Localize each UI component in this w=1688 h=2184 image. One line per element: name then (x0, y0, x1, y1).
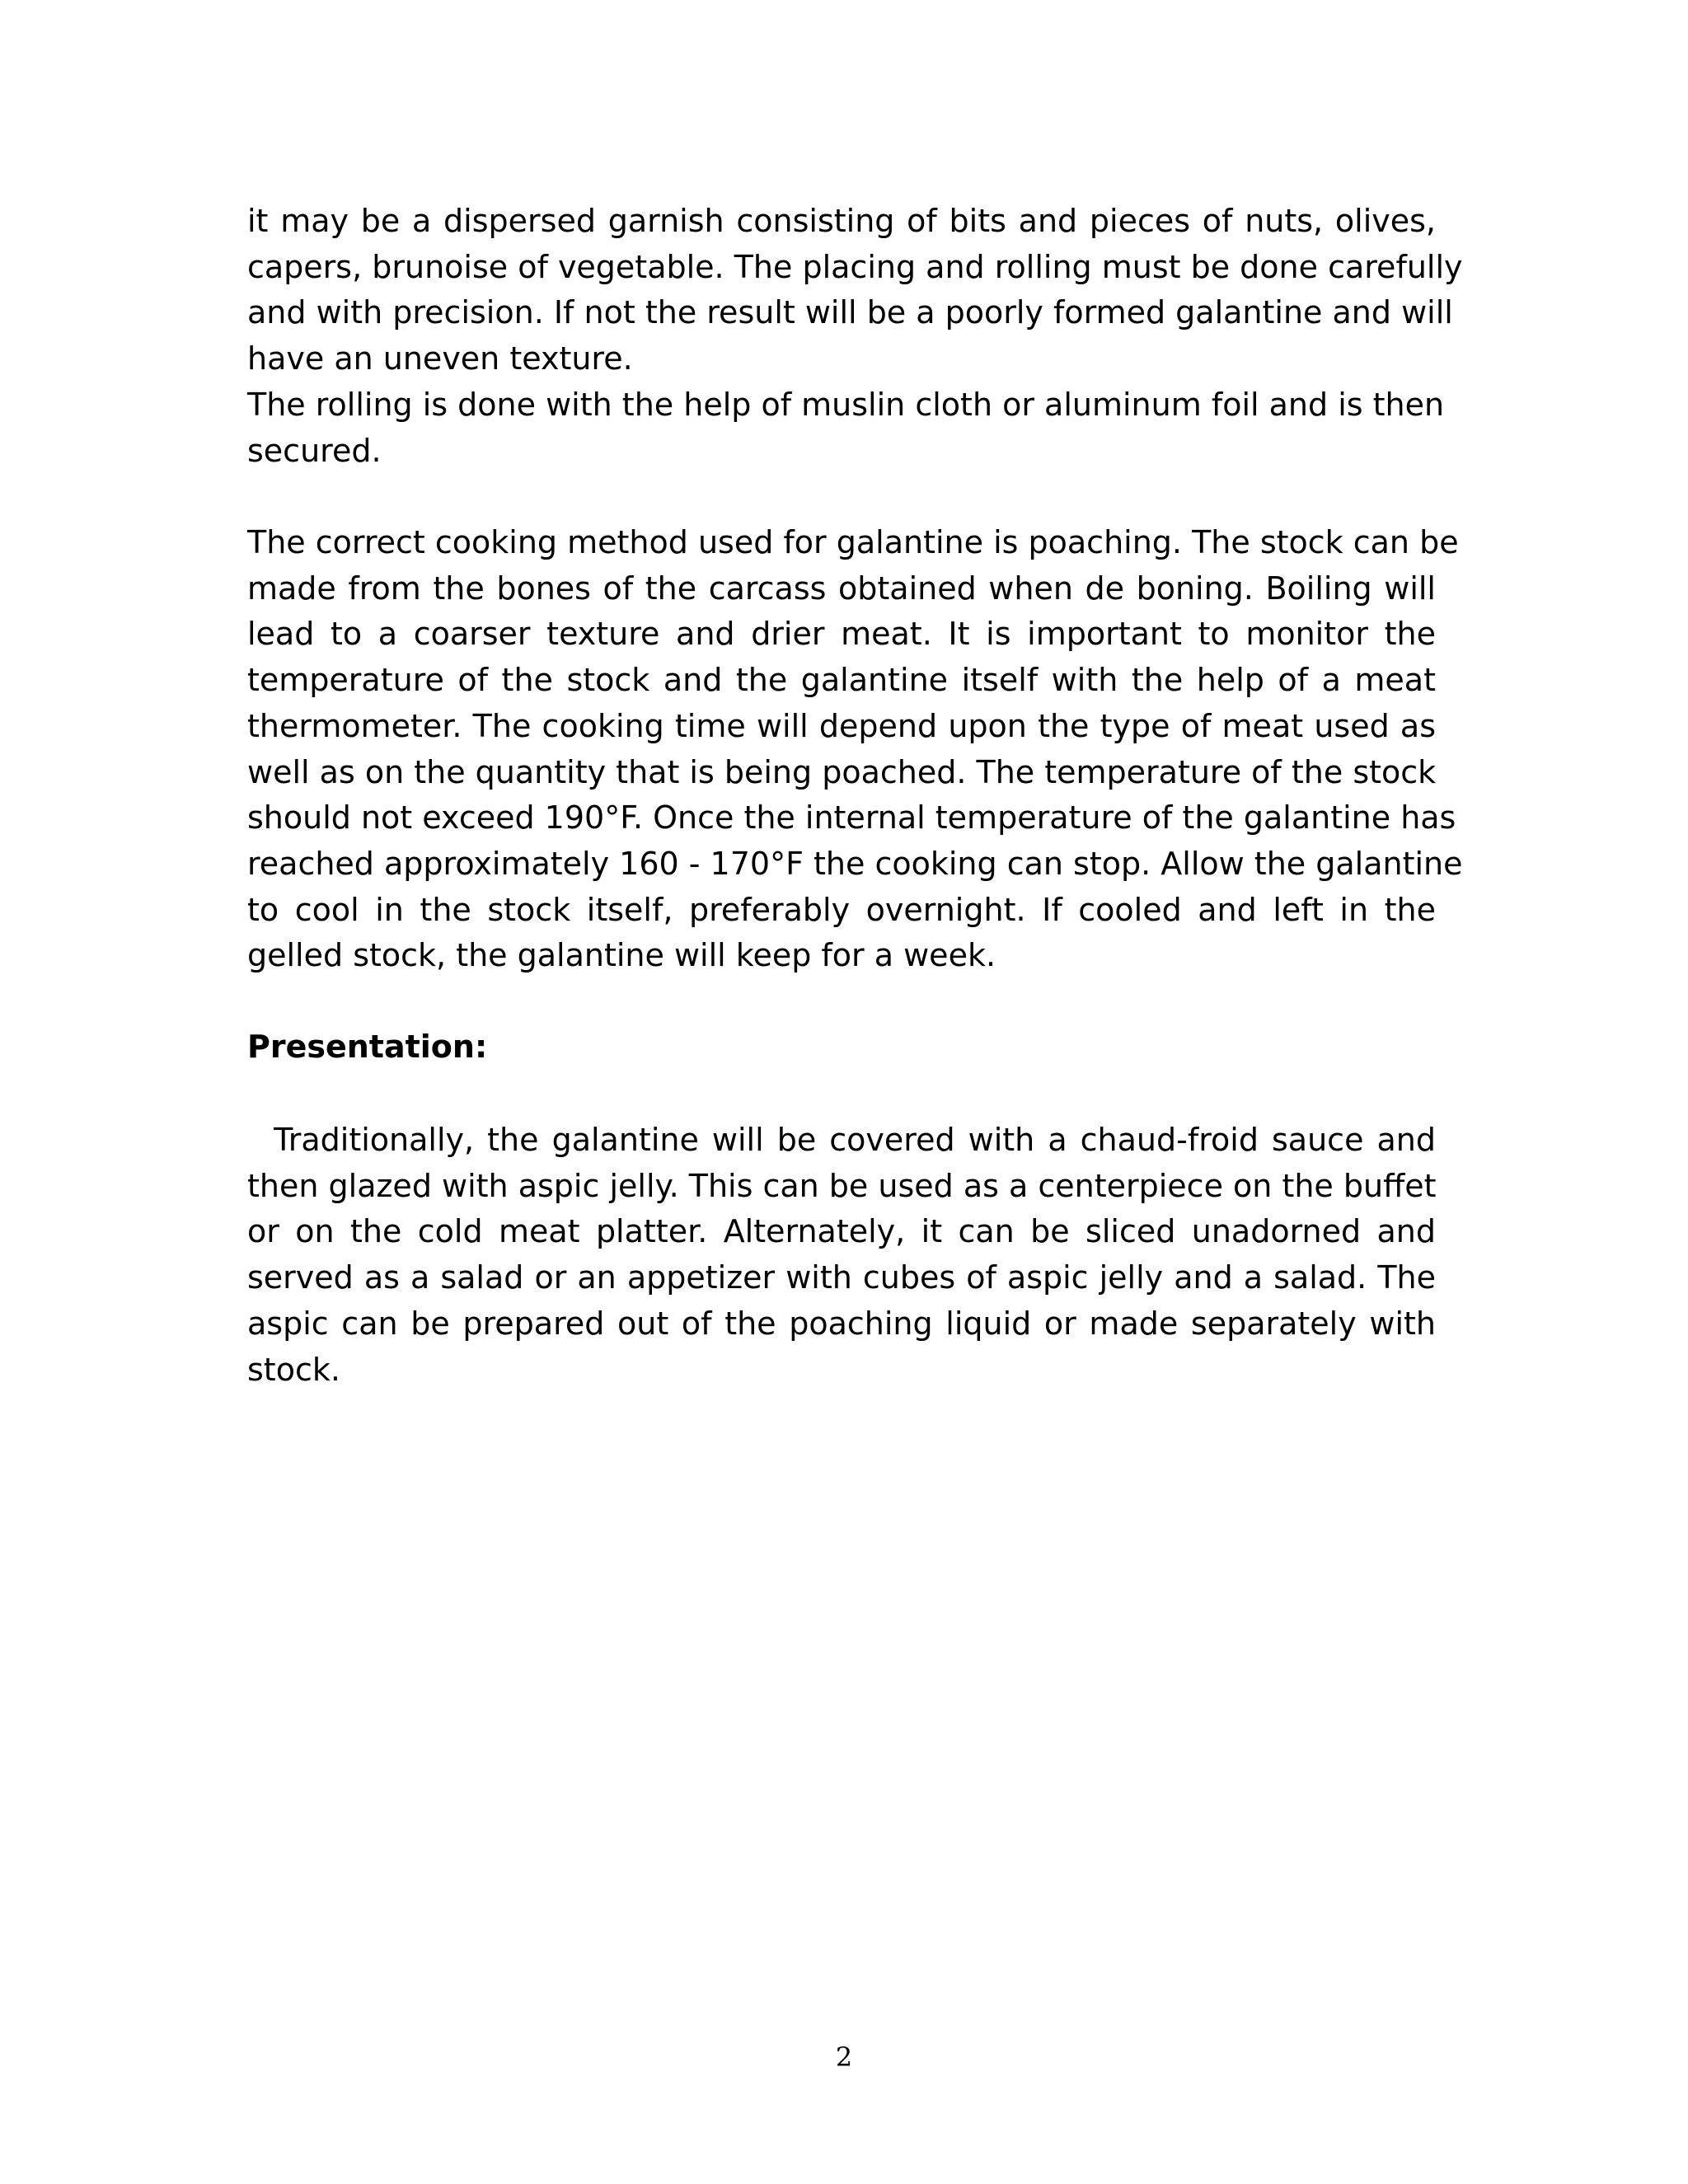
text-line: it may be a dispersed garnish consisting of bits and pieces of nuts, olives, (247, 203, 1436, 239)
text-line: thermometer. The cooking time will depend upon the type of meat used as (247, 707, 1436, 744)
text-line: and with precision. If not the result will be a poorly formed galantine and will (247, 294, 1453, 331)
text-line: The rolling is done with the help of muslin cloth or aluminum foil and is then (247, 386, 1445, 423)
text-line: secured. (247, 432, 382, 469)
paragraph-cooking-method (247, 520, 1463, 979)
text-line: reached approximately 160 - 170°F the cooking can stop. Allow the galantine (247, 845, 1463, 882)
text-line: Traditionally, the galantine will be covered with a chaud-froid sauce and (247, 1122, 1436, 1158)
text-line: then glazed with aspic jelly. This can be used as a centerpiece on the buffet (247, 1167, 1437, 1204)
text-line: The correct cooking method used for galantine is poaching. The stock can be (247, 524, 1459, 560)
text-line: aspic can be prepared out of the poaching liquid or made separately with (247, 1305, 1436, 1342)
text-line: temperature of the stock and the galantine itself with the help of a meat (247, 662, 1436, 699)
text-line: have an uneven texture. (247, 340, 633, 377)
text-line: should not exceed 190°F. Once the internal temperature of the galantine has (247, 799, 1456, 837)
text-line: capers, brunoise of vegetable. The placing and rolling must be done carefully (247, 248, 1463, 285)
section-heading-presentation: Presentation: (247, 1029, 488, 1065)
text-line: gelled stock, the galantine will keep for a week. (247, 937, 996, 974)
text-line: stock. (247, 1351, 340, 1388)
text-line: made from the bones of the carcass obtained when de boning. Boiling will (247, 569, 1436, 607)
paragraph-presentation (247, 1118, 1436, 1393)
text-line: well as on the quantity that is being poached. The temperature of the stock (247, 753, 1437, 790)
text-line: to cool in the stock itself, preferably overnight. If cooled and left in the (247, 891, 1436, 928)
text-line: or on the cold meat platter. Alternately, it can be sliced unadorned and (247, 1213, 1436, 1250)
text-line: served as a salad or an appetizer with cubes of aspic jelly and a salad. The (247, 1259, 1436, 1296)
page-number: 2 (835, 2041, 853, 2073)
text-line: lead to a coarser texture and drier meat. It is important to monitor the (247, 616, 1436, 653)
paragraph-rolling (247, 199, 1463, 474)
